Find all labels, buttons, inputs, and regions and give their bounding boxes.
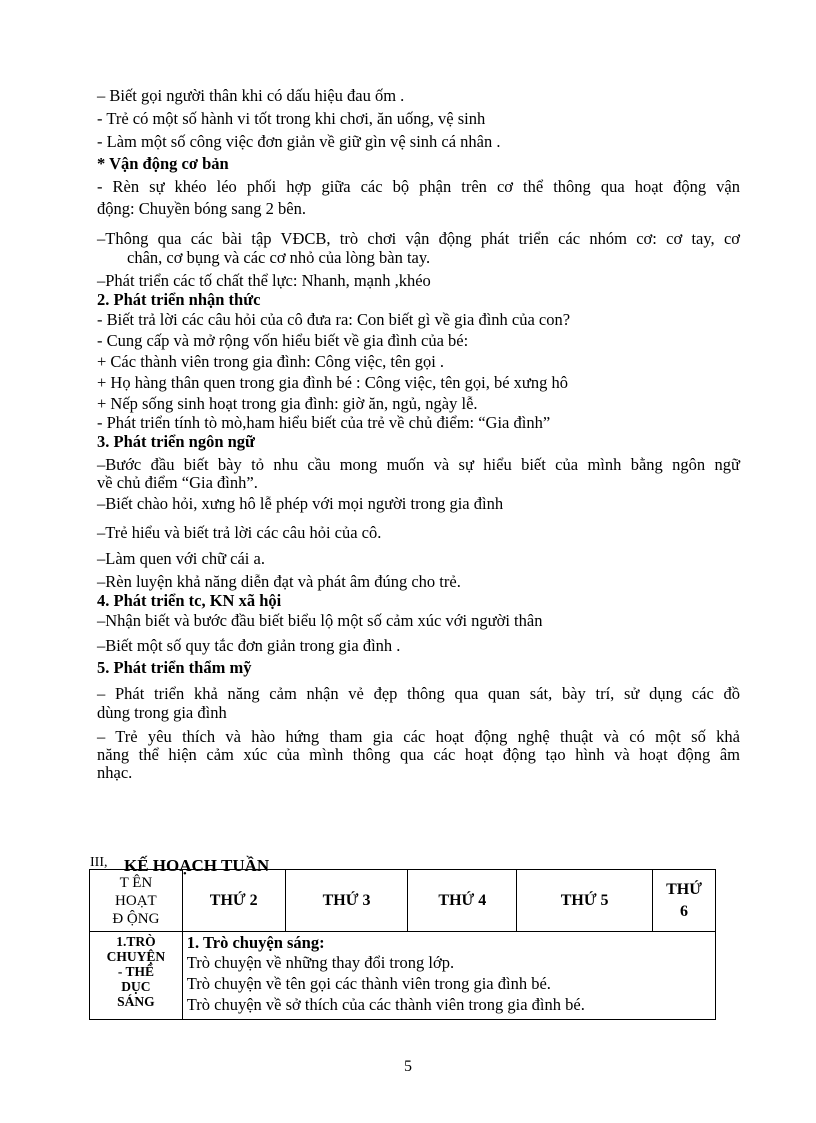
- activity-header-line: T ÊN: [119, 874, 153, 891]
- activity-line: 1.TRÒ: [116, 934, 156, 949]
- text-line: năng thể hiện cảm xúc của mình thông qua các hoạt động tạo hình và hoạt động âm: [97, 745, 740, 764]
- text-line: về chủ điểm “Gia đình”.: [97, 473, 258, 492]
- activity-line: DỤC: [121, 979, 151, 994]
- text-line: - Rèn sự khéo léo phối hợp giữa các bộ phận trên cơ thể thông qua hoạt động vận: [97, 177, 740, 196]
- day-header: THỨ 3: [285, 870, 408, 932]
- page-number: 5: [404, 1058, 412, 1075]
- content-heading: 1. Trò chuyện sáng:: [186, 933, 325, 952]
- day-header-line: THỨ: [666, 880, 702, 898]
- subheading-van-dong: * Vận động cơ bản: [97, 154, 229, 173]
- text-line: –Thông qua các bài tập VĐCB, trò chơi vận động phát triển các nhóm cơ: cơ tay, cơ: [97, 229, 740, 248]
- text-line: –Nhận biết và bước đầu biết biểu lộ một số cảm xúc với người thân: [97, 611, 543, 630]
- day-header: [653, 870, 716, 932]
- section-number: III,: [90, 855, 108, 870]
- activity-header-cell: [90, 870, 183, 932]
- text-line: - Phát triển tính tò mò,ham hiểu biết của trẻ về chủ điểm: “Gia đình”: [97, 413, 551, 432]
- day-header: THỨ 5: [517, 870, 653, 932]
- day-header: THỨ 2: [182, 870, 285, 932]
- weekly-plan-table: [89, 869, 716, 1020]
- content-item: Trò chuyện về những thay đổi trong lớp.: [186, 953, 455, 972]
- text-line: nhạc.: [97, 763, 133, 782]
- text-line: + Họ hàng thân quen trong gia đình bé : Công việc, tên gọi, bé xưng hô: [97, 373, 568, 392]
- text-line: –Trẻ hiểu và biết trả lời các câu hỏi của cô.: [97, 523, 382, 542]
- table-header-row: [90, 870, 716, 932]
- text-line: - Làm một số công việc đơn giản về giữ gìn vệ sinh cá nhân .: [97, 132, 501, 151]
- activity-line: - THỂ: [117, 964, 154, 979]
- text-line: – Biết gọi người thân khi có dấu hiệu đau ốm .: [97, 86, 405, 105]
- activity-header-line: HOẠT: [115, 892, 157, 909]
- activity-cell: [90, 932, 183, 1020]
- activity-content-cell: [182, 932, 715, 1020]
- day-header: THỨ 4: [408, 870, 517, 932]
- text-line: + Nếp sống sinh hoạt trong gia đình: giờ ăn, ngủ, ngày lễ.: [97, 394, 478, 413]
- activity-line: CHUYỆN: [106, 949, 166, 964]
- content-item: Trò chuyện về sở thích của các thành viên trong gia đình bé.: [186, 995, 585, 1014]
- text-line: –Rèn luyện khả năng diễn đạt và phát âm đúng cho trẻ.: [97, 572, 461, 591]
- text-line: - Trẻ có một số hành vi tốt trong khi chơi, ăn uống, vệ sinh: [97, 109, 486, 128]
- heading-nhan-thuc: 2. Phát triển nhận thức: [97, 290, 261, 309]
- text-line: –Làm quen với chữ cái a.: [97, 549, 265, 568]
- text-line: - Cung cấp và mở rộng vốn hiểu biết về gia đình của bé:: [97, 331, 469, 350]
- table-row: [90, 932, 716, 1020]
- heading-tham-my: 5. Phát triển thẩm mỹ: [97, 658, 252, 677]
- section-title: KẾ HOẠCH TUẦN: [124, 856, 270, 875]
- text-line: chân, cơ bụng và các cơ nhỏ của lòng bàn tay.: [127, 248, 431, 267]
- text-line: + Các thành viên trong gia đình: Công việc, tên gọi .: [97, 352, 445, 371]
- text-line: –Biết chào hỏi, xưng hô lễ phép với mọi người trong gia đình: [97, 494, 504, 513]
- text-line: - Biết trả lời các câu hỏi của cô đưa ra: Con biết gì về gia đình của con?: [97, 310, 571, 329]
- text-line: – Phát triển khả năng cảm nhận vẻ đẹp thông qua quan sát, bày trí, sử dụng các đồ: [97, 684, 740, 703]
- text-line: –Biết một số quy tắc đơn giản trong gia đình .: [97, 636, 401, 655]
- heading-ngon-ngu: 3. Phát triển ngôn ngữ: [97, 432, 255, 451]
- text-line: –Phát triển các tố chất thể lực: Nhanh, mạnh ,khéo: [97, 271, 431, 290]
- activity-header-line: Đ ỘNG: [112, 910, 160, 927]
- text-line: động: Chuyền bóng sang 2 bên.: [97, 199, 306, 218]
- text-line: dùng trong gia đình: [97, 703, 227, 722]
- text-line: – Trẻ yêu thích và hào hứng tham gia các hoạt động nghệ thuật và có một số khả: [97, 727, 740, 746]
- day-header-line: 6: [680, 902, 688, 920]
- content-item: Trò chuyện về tên gọi các thành viên trong gia đình bé.: [186, 974, 551, 993]
- text-line: –Bước đầu biết bày tỏ nhu cầu mong muốn và sự hiểu biết của mình bằng ngôn ngữ: [97, 455, 740, 474]
- activity-line: SÁNG: [117, 994, 155, 1009]
- heading-xa-hoi: 4. Phát triển tc, KN xã hội: [97, 591, 282, 610]
